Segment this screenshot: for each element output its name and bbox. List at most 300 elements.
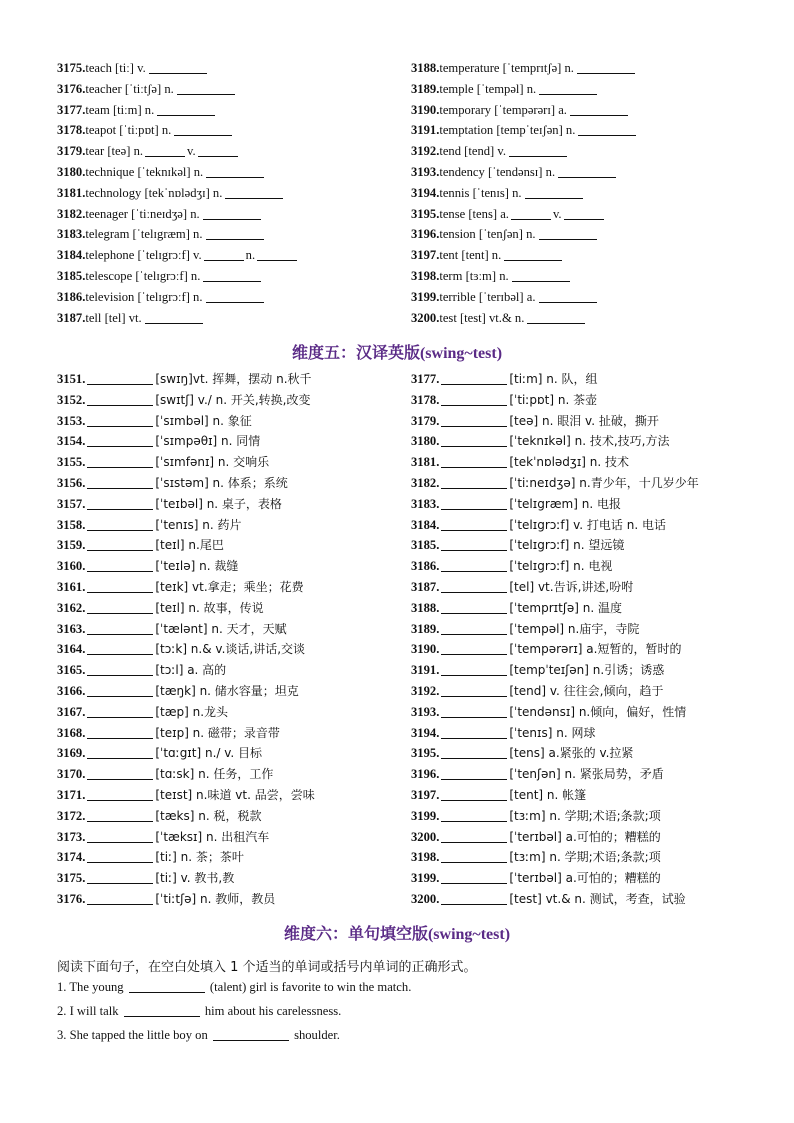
answer-blank[interactable] (87, 788, 153, 801)
item-number: 3185. (411, 538, 440, 553)
answer-blank[interactable] (174, 123, 232, 136)
definition-entry: [ˈtæksɪ] n. 出租汽车 (155, 829, 270, 844)
item-number: 3170. (57, 767, 86, 782)
vocab-row (57, 245, 397, 266)
answer-blank[interactable] (539, 82, 597, 95)
item-number: 3179. (411, 413, 440, 428)
vocab-row (411, 266, 751, 287)
item-number: 3200. (411, 891, 440, 906)
answer-blank[interactable] (87, 642, 153, 655)
answer-blank[interactable] (441, 788, 507, 801)
translation-row (57, 806, 402, 827)
word-entry: technology [tekˈnɒlədʒɪ] n. (85, 185, 223, 200)
item-number: 3166. (57, 683, 86, 698)
item-number: 3169. (57, 746, 86, 761)
translation-row (57, 868, 402, 889)
vocab-row (411, 141, 751, 162)
definition-entry: [ˈtenɪs] n. 药片 (155, 517, 242, 532)
definition-entry: [tempˈteɪʃən] n.引诱；诱惑 (509, 663, 665, 678)
answer-blank[interactable] (570, 103, 628, 116)
answer-blank[interactable] (441, 850, 507, 863)
item-number: 3173. (57, 829, 86, 844)
item-number: 3154. (57, 434, 86, 449)
item-number: 3184. (411, 517, 440, 532)
translation-column-right (411, 369, 771, 910)
item-number: 3188. (411, 600, 440, 615)
item-number: 3181. (57, 185, 86, 200)
answer-blank[interactable] (441, 892, 507, 905)
item-number: 3189. (411, 621, 440, 636)
definition-entry: [swɪtʃ] v./ n. 开关,转换,改变 (155, 392, 311, 407)
answer-blank[interactable] (441, 809, 507, 822)
definition-entry: [ˈteknɪkəl] n. 技术,技巧,方法 (509, 434, 670, 449)
answer-blank[interactable] (149, 61, 207, 74)
vocab-row (57, 204, 397, 225)
vocab-row (411, 58, 751, 79)
translation-row (411, 723, 771, 744)
translation-row (57, 723, 402, 744)
definition-entry: [ˈtiːpɒt] n. 茶壶 (509, 392, 598, 407)
item-number: 3163. (57, 621, 86, 636)
definition-entry: [teɪl] n. 故事，传说 (155, 600, 264, 615)
answer-blank[interactable] (539, 227, 597, 240)
answer-blank[interactable] (206, 165, 264, 178)
answer-blank[interactable] (87, 684, 153, 697)
answer-blank[interactable] (129, 980, 205, 993)
definition-entry: [ˈtelɪgrɔːf] v. 打电话 n. 电话 (509, 517, 666, 532)
definition-entry: [ˈsɪmfənɪ] n. 交响乐 (155, 455, 270, 470)
item-number: 3194. (411, 185, 440, 200)
answer-blank[interactable] (87, 393, 153, 406)
sentence-before: 2. I will talk (57, 1004, 119, 1018)
translation-row (411, 806, 771, 827)
translation-row (411, 473, 771, 494)
vocab-row (411, 120, 751, 141)
answer-blank[interactable] (441, 497, 507, 510)
word-entry: temple [ˈtempəl] n. (439, 81, 537, 96)
answer-blank[interactable] (441, 580, 507, 593)
item-number: 3186. (57, 289, 86, 304)
definition-entry: [ˈterɪbəl] a.可怕的；糟糕的 (509, 829, 661, 844)
answer-blank[interactable] (87, 497, 153, 510)
answer-blank[interactable] (441, 830, 507, 843)
item-number: 3159. (57, 538, 86, 553)
answer-blank[interactable] (204, 248, 244, 261)
word-entry: terrible [ˈterɪbəl] a. (439, 289, 536, 304)
definition-entry: [ˈtemprɪtʃə] n. 温度 (509, 600, 622, 615)
definition-entry: [tɜːm] n. 学期;术语;条款;项 (509, 808, 661, 823)
definition-entry: [teɪp] n. 磁带；录音带 (155, 725, 280, 740)
answer-blank[interactable] (441, 642, 507, 655)
item-number: 3168. (57, 725, 86, 740)
item-number: 3175. (57, 871, 86, 886)
section-heading-5 (0, 340, 794, 363)
translation-row (411, 452, 771, 473)
word-entry: tense [tens] a. (439, 206, 509, 221)
word-entry: technique [ˈteknɪkəl] n. (85, 164, 204, 179)
definition-entry: [tekˈnɒlədʒɪ] n. 技术 (509, 455, 630, 470)
definition-entry: [ˈteɪbəl] n. 桌子，表格 (155, 496, 282, 511)
definition-entry: [teɪl] n.尾巴 (155, 538, 224, 553)
pos-label: v. (552, 206, 562, 221)
answer-blank[interactable] (441, 601, 507, 614)
definition-entry: [teɪk] vt.拿走；乘坐；花费 (155, 579, 304, 594)
definition-entry: [tɑːsk] n. 任务，工作 (155, 767, 274, 782)
definition-entry: [tæks] n. 税，税款 (155, 808, 262, 823)
answer-blank[interactable] (87, 663, 153, 676)
item-number: 3184. (57, 248, 86, 263)
vocab-row (411, 224, 751, 245)
answer-blank[interactable] (441, 434, 507, 447)
answer-blank[interactable] (441, 622, 507, 635)
translation-row (411, 369, 771, 390)
translation-row (57, 577, 402, 598)
translation-row (57, 619, 402, 640)
answer-blank[interactable] (124, 1004, 200, 1017)
definition-entry: [tiː] v. 教书,教 (155, 871, 235, 886)
heading-5-en: (swing~test) (419, 345, 503, 362)
vocab-column-left (57, 58, 397, 328)
word-entry: tend [tend] v. (439, 144, 507, 159)
definition-entry: [swɪŋ]vt. 挥舞，摆动 n.秋千 (155, 372, 312, 386)
translation-row (57, 785, 402, 806)
item-number: 3188. (411, 61, 440, 75)
item-number: 3198. (411, 850, 440, 865)
word-entry: teach [tiː] v. (85, 61, 146, 75)
answer-blank[interactable] (441, 726, 507, 739)
item-number: 3196. (411, 767, 440, 782)
item-number: 3158. (57, 517, 86, 532)
word-entry: telegram [ˈtelɪgræm] n. (85, 227, 203, 242)
item-number: 3161. (57, 579, 86, 594)
vocab-row (57, 141, 397, 162)
answer-blank[interactable] (145, 144, 185, 157)
answer-blank[interactable] (441, 393, 507, 406)
sentence-2 (57, 1004, 341, 1019)
answer-blank[interactable] (87, 871, 153, 884)
translation-row (411, 702, 771, 723)
definition-entry: [ˈtiːtʃə] n. 教师，教员 (155, 891, 276, 906)
answer-blank[interactable] (539, 290, 597, 303)
translation-row (57, 452, 402, 473)
translation-row (411, 827, 771, 848)
answer-blank[interactable] (441, 518, 507, 531)
item-number: 3180. (57, 164, 86, 179)
definition-entry: [tæp] n.龙头 (155, 704, 229, 719)
answer-blank[interactable] (87, 601, 153, 614)
vocab-row (411, 183, 751, 204)
vocab-row (57, 266, 397, 287)
item-number: 3183. (57, 227, 86, 242)
word-entry: tennis [ˈtenɪs] n. (439, 185, 522, 200)
definition-entry: [tiːm] n. 队，组 (509, 372, 598, 386)
definition-entry: [teə] n. 眼泪 v. 扯破，撕开 (509, 413, 659, 428)
answer-blank[interactable] (87, 746, 153, 759)
answer-blank[interactable] (213, 1028, 289, 1041)
vocab-row (411, 245, 751, 266)
vocab-row (411, 79, 751, 100)
answer-blank[interactable] (441, 476, 507, 489)
item-number: 3187. (411, 579, 440, 594)
vocab-row (57, 308, 397, 329)
item-number: 3156. (57, 475, 86, 490)
answer-blank[interactable] (87, 518, 153, 531)
item-number: 3151. (57, 372, 86, 386)
sentence-before: 1. The young (57, 980, 124, 994)
translation-row (57, 598, 402, 619)
word-entry: teapot [ˈtiːpɒt] n. (85, 123, 172, 138)
translation-row (411, 411, 771, 432)
word-entry: telephone [ˈtelɪgrɔːf] v. (85, 248, 202, 263)
answer-blank[interactable] (87, 538, 153, 551)
answer-blank[interactable] (441, 414, 507, 427)
item-number: 3193. (411, 164, 440, 179)
translation-row (411, 390, 771, 411)
vocab-row (57, 100, 397, 121)
answer-blank[interactable] (509, 144, 567, 157)
answer-blank[interactable] (564, 207, 604, 220)
item-number: 3177. (411, 372, 440, 386)
answer-blank[interactable] (511, 207, 551, 220)
translation-row (411, 598, 771, 619)
definition-entry: [ˈtelɪgrɔːf] n. 电视 (509, 559, 613, 574)
item-number: 3178. (57, 123, 86, 138)
answer-blank[interactable] (177, 82, 235, 95)
definition-entry: [tɔːl] a. 高的 (155, 663, 227, 678)
definition-entry: [tel] vt.告诉,讲述,吩咐 (509, 579, 634, 594)
word-entry: teacher [ˈtiːtʃə] n. (85, 81, 174, 96)
definition-entry: [tɔːk] n.& v.谈话,讲话,交谈 (155, 642, 306, 657)
answer-blank[interactable] (87, 414, 153, 427)
item-number: 3171. (57, 787, 86, 802)
definition-entry: [tɜːm] n. 学期;术语;条款;项 (509, 850, 661, 865)
answer-blank[interactable] (441, 746, 507, 759)
sentence-1 (57, 980, 411, 995)
translation-row (57, 431, 402, 452)
definition-entry: [tend] v. 往往会,倾向，趋于 (509, 683, 664, 698)
translation-row (57, 660, 402, 681)
item-number: 3187. (57, 310, 86, 325)
translation-row (411, 556, 771, 577)
pos-label: v. (187, 144, 196, 159)
vocab-row (57, 58, 397, 79)
definition-entry: [ˈteɪlə] n. 裁缝 (155, 559, 239, 574)
answer-blank[interactable] (157, 103, 215, 116)
item-number: 3200. (411, 310, 440, 325)
answer-blank[interactable] (87, 372, 153, 385)
answer-blank[interactable] (441, 767, 507, 780)
word-entry: tell [tel] vt. (85, 310, 142, 325)
answer-blank[interactable] (87, 850, 153, 863)
definition-entry: [ˈtendənsɪ] n.倾向，偏好，性情 (509, 704, 687, 719)
answer-blank[interactable] (87, 830, 153, 843)
item-number: 3176. (57, 81, 86, 96)
item-number: 3195. (411, 746, 440, 761)
item-number: 3191. (411, 663, 440, 678)
instruction-text: 阅读下面句子，在空白处填入 1 个适当的单词或括号内单词的正确形式。 (57, 960, 477, 975)
item-number: 3190. (411, 102, 440, 117)
item-number: 3200. (411, 829, 440, 844)
answer-blank[interactable] (525, 186, 583, 199)
item-number: 3175. (57, 61, 86, 75)
word-entry: term [tɜːm] n. (439, 268, 509, 283)
answer-blank[interactable] (87, 476, 153, 489)
vocab-row (411, 162, 751, 183)
definition-entry: [ˈtenʃən] n. 紧张局势，矛盾 (509, 767, 664, 782)
answer-blank[interactable] (87, 455, 153, 468)
word-entry: team [tiːm] n. (85, 102, 155, 117)
translation-row (411, 535, 771, 556)
answer-blank[interactable] (441, 559, 507, 572)
translation-row (57, 847, 402, 868)
item-number: 3167. (57, 704, 86, 719)
definition-entry: [tent] n. 帐篷 (509, 787, 587, 802)
sentence-after: (talent) girl is favorite to win the match. (209, 980, 412, 994)
vocab-row (57, 287, 397, 308)
item-number: 3193. (411, 704, 440, 719)
answer-blank[interactable] (203, 269, 261, 282)
item-number: 3195. (411, 206, 440, 221)
word-entry: temporary [ˈtempərərɪ] a. (439, 102, 567, 117)
item-number: 3155. (57, 455, 86, 470)
item-number: 3197. (411, 787, 440, 802)
item-number: 3197. (411, 248, 440, 263)
answer-blank[interactable] (206, 290, 264, 303)
item-number: 3199. (411, 808, 440, 823)
vocab-row (411, 100, 751, 121)
answer-blank[interactable] (87, 434, 153, 447)
translation-row (57, 681, 402, 702)
definition-entry: [teɪst] n.味道 vt. 品尝，尝味 (155, 787, 315, 802)
translation-row (57, 556, 402, 577)
answer-blank[interactable] (512, 269, 570, 282)
item-number: 3164. (57, 642, 86, 657)
word-entry: temptation [tempˈteɪʃən] n. (439, 123, 576, 138)
answer-blank[interactable] (441, 372, 507, 385)
item-number: 3181. (411, 455, 440, 470)
item-number: 3196. (411, 227, 440, 242)
definition-entry: [test] vt.& n. 测试，考查，试验 (509, 891, 686, 906)
answer-blank[interactable] (441, 663, 507, 676)
translation-row (411, 868, 771, 889)
item-number: 3160. (57, 559, 86, 574)
answer-blank[interactable] (527, 311, 585, 324)
answer-blank[interactable] (441, 455, 507, 468)
item-number: 3183. (411, 496, 440, 511)
item-number: 3157. (57, 496, 86, 511)
definition-entry: [ˈtempəl] n.庙宇，寺院 (509, 621, 640, 636)
word-entry: test [test] vt.& n. (439, 310, 525, 325)
answer-blank[interactable] (203, 207, 261, 220)
item-number: 3198. (411, 268, 440, 283)
item-number: 3199. (411, 871, 440, 886)
item-number: 3172. (57, 808, 86, 823)
answer-blank[interactable] (87, 809, 153, 822)
translation-row (57, 473, 402, 494)
item-number: 3199. (411, 289, 440, 304)
heading-5-cn: 维度五：汉译英版 (291, 343, 420, 362)
answer-blank[interactable] (441, 538, 507, 551)
item-number: 3182. (411, 475, 440, 490)
word-entry: teenager [ˈtiːneɪdʒə] n. (85, 206, 200, 221)
translation-row (411, 764, 771, 785)
answer-blank[interactable] (257, 248, 297, 261)
vocab-row (57, 162, 397, 183)
translation-row (57, 764, 402, 785)
answer-blank[interactable] (87, 767, 153, 780)
word-entry: tear [teə] n. (85, 144, 144, 159)
item-number: 3189. (411, 81, 440, 96)
answer-blank[interactable] (87, 726, 153, 739)
translation-row (57, 390, 402, 411)
item-number: 3179. (57, 144, 86, 159)
definition-entry: [ˈtiːneɪdʒə] n.青少年，十几岁少年 (509, 475, 699, 490)
item-number: 3162. (57, 600, 86, 615)
definition-entry: [ˈtempərərɪ] a.短暂的，暂时的 (509, 642, 682, 657)
item-number: 3182. (57, 206, 86, 221)
translation-row (57, 702, 402, 723)
answer-blank[interactable] (558, 165, 616, 178)
translation-row (411, 639, 771, 660)
item-number: 3178. (411, 392, 440, 407)
item-number: 3180. (411, 434, 440, 449)
translation-row (411, 743, 771, 764)
item-number: 3192. (411, 144, 440, 159)
answer-blank[interactable] (577, 61, 635, 74)
definition-entry: [tens] a.紧张的 v.拉紧 (509, 746, 634, 761)
section-heading-6 (0, 921, 794, 944)
definition-entry: [ˈsɪmpəθɪ] n. 同情 (155, 434, 261, 449)
translation-row (57, 535, 402, 556)
answer-blank[interactable] (145, 311, 203, 324)
answer-blank[interactable] (87, 705, 153, 718)
answer-blank[interactable] (441, 871, 507, 884)
item-number: 3174. (57, 850, 86, 865)
translation-row (411, 785, 771, 806)
item-number: 3152. (57, 392, 86, 407)
answer-blank[interactable] (198, 144, 238, 157)
item-number: 3165. (57, 663, 86, 678)
translation-row (411, 660, 771, 681)
answer-blank[interactable] (87, 559, 153, 572)
sentence-before: 3. She tapped the little boy on (57, 1028, 208, 1042)
definition-entry: [tæŋk] n. 储水容量；坦克 (155, 683, 299, 698)
item-number: 3190. (411, 642, 440, 657)
translation-row (57, 639, 402, 660)
answer-blank[interactable] (87, 892, 153, 905)
answer-blank[interactable] (87, 580, 153, 593)
word-entry: telescope [ˈtelɪgrɔːf] n. (85, 268, 201, 283)
translation-row (57, 827, 402, 848)
translation-row (411, 889, 771, 910)
vocab-row (411, 287, 751, 308)
pos-label: n. (245, 248, 256, 263)
answer-blank[interactable] (206, 227, 264, 240)
definition-entry: [ˈtelɪgrɔːf] n. 望远镜 (509, 538, 625, 553)
translation-row (411, 619, 771, 640)
answer-blank[interactable] (441, 705, 507, 718)
answer-blank[interactable] (225, 186, 283, 199)
item-number: 3194. (411, 725, 440, 740)
answer-blank[interactable] (504, 248, 562, 261)
item-number: 3192. (411, 683, 440, 698)
answer-blank[interactable] (441, 684, 507, 697)
answer-blank[interactable] (87, 622, 153, 635)
heading-6-en: (swing~test) (427, 926, 511, 943)
item-number: 3185. (57, 268, 86, 283)
definition-entry: [ˈtælənt] n. 天才，天赋 (155, 621, 287, 636)
answer-blank[interactable] (578, 123, 636, 136)
